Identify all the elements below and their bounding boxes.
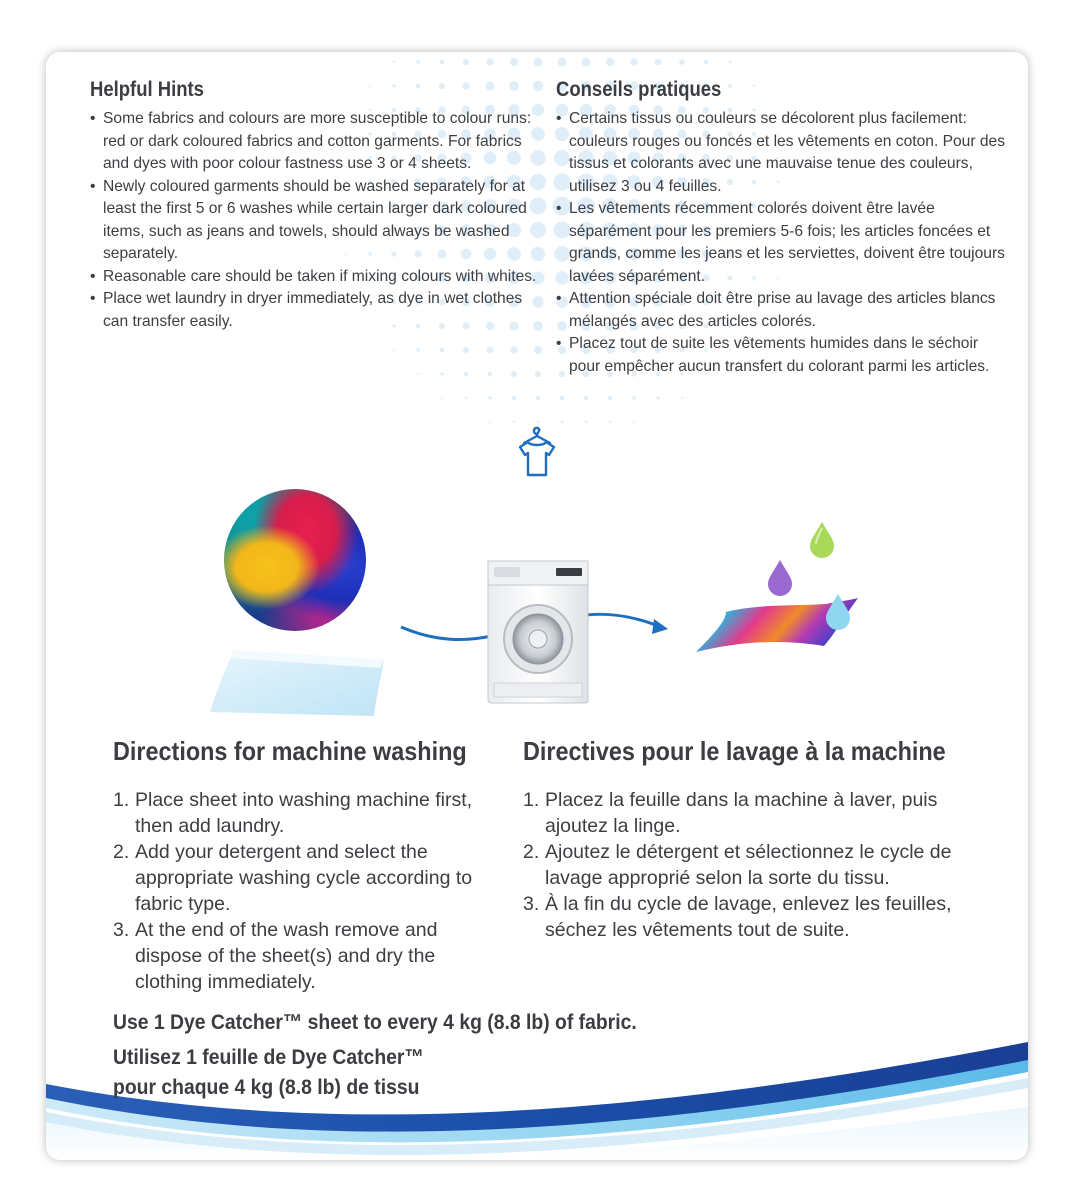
step-text: Placez la feuille dans la machine à laver, puis ajoutez la linge.	[545, 789, 938, 837]
dye-absorbed-sheet-image	[686, 522, 866, 662]
colourful-fabrics-image	[224, 489, 366, 631]
directive-step	[523, 839, 953, 891]
step-text: Ajoutez le détergent et sélectionnez le cycle de lavage approprié selon la sorte du tissu.	[545, 841, 952, 889]
shirt-hanger-icon	[506, 420, 568, 482]
direction-step	[113, 839, 503, 917]
usage-instruction-french	[113, 1042, 424, 1102]
helpful-hints-title: Helpful Hints	[90, 78, 204, 101]
step-text: À la fin du cycle de lavage, enlevez les feuilles, séchez les vêtements tout de suite.	[545, 893, 952, 941]
step-text: Place sheet into washing machine first, then add laundry.	[135, 789, 473, 837]
conseil-item: • Certains tissus ou couleurs se décolorent plus facilement: couleurs rouges ou foncés et les vêtements en coton. Pour des tissus et colorants avec une mauvaise tenue des couleurs, utilisez 3 ou 4 feuilles.	[556, 108, 1011, 198]
helpful-hints-section	[90, 78, 538, 333]
directive-step	[523, 787, 953, 839]
conseils-pratiques-section	[556, 78, 1011, 378]
usage-french-line: Utilisez 1 feuille de Dye Catcher™	[113, 1045, 424, 1069]
hint-item: • Place wet laundry in dryer immediately, as dye in wet clothes can transfer easily.	[90, 288, 538, 333]
hint-item: • Some fabrics and colours are more susceptible to colour runs: red or dark coloured fabrics and cotton garments. For fabrics and dyes with poor colour fastness use 3 or 4 sheets.	[90, 108, 538, 176]
hint-item: • Newly coloured garments should be washed separately for at least the first 5 or 6 washes while certain larger dark coloured items, such as jeans and towels, should always be washed separately.	[90, 176, 538, 266]
step-number: 1.	[523, 789, 540, 811]
directions-title: Directions for machine washing	[113, 736, 467, 766]
directives-title: Directives pour le lavage à la machine	[523, 736, 946, 766]
step-number: 3.	[113, 919, 130, 941]
directions-french-section	[523, 736, 953, 943]
direction-step	[113, 917, 503, 995]
step-number: 2.	[523, 841, 540, 863]
direction-step	[113, 787, 503, 839]
usage-french-line: pour chaque 4 kg (8.8 lb) de tissu	[113, 1075, 420, 1099]
conseil-item: • Les vêtements récemment colorés doivent être lavée séparément pour les premiers 5-6 fois; les articles foncées et grands, comme les jeans et les serviettes, doivent être toujours lavées séparément.	[556, 198, 1011, 288]
washing-machine-icon	[486, 559, 590, 705]
dye-catcher-sheet-image	[204, 642, 394, 722]
step-number: 3.	[523, 893, 540, 915]
directions-english-section	[113, 736, 503, 995]
conseil-item: • Attention spéciale doit être prise au lavage des articles blancs mélangés avec des articles colorés.	[556, 288, 1011, 333]
step-number: 2.	[113, 841, 130, 863]
step-text: At the end of the wash remove and dispose of the sheet(s) and dry the clothing immediately.	[135, 919, 438, 993]
step-number: 1.	[113, 789, 130, 811]
conseils-pratiques-title: Conseils pratiques	[556, 78, 722, 101]
conseil-item: • Placez tout de suite les vêtements humides dans le séchoir pour empêcher aucun transfert du colorant parmi les articles.	[556, 333, 1011, 378]
step-text: Add your detergent and select the appropriate washing cycle according to fabric type.	[135, 841, 473, 915]
instruction-card	[46, 52, 1028, 1160]
directive-step	[523, 891, 953, 943]
usage-instruction-english: Use 1 Dye Catcher™ sheet to every 4 kg (8.8 lb) of fabric.	[113, 1010, 637, 1034]
hint-item: • Reasonable care should be taken if mixing colours with whites.	[90, 266, 538, 289]
